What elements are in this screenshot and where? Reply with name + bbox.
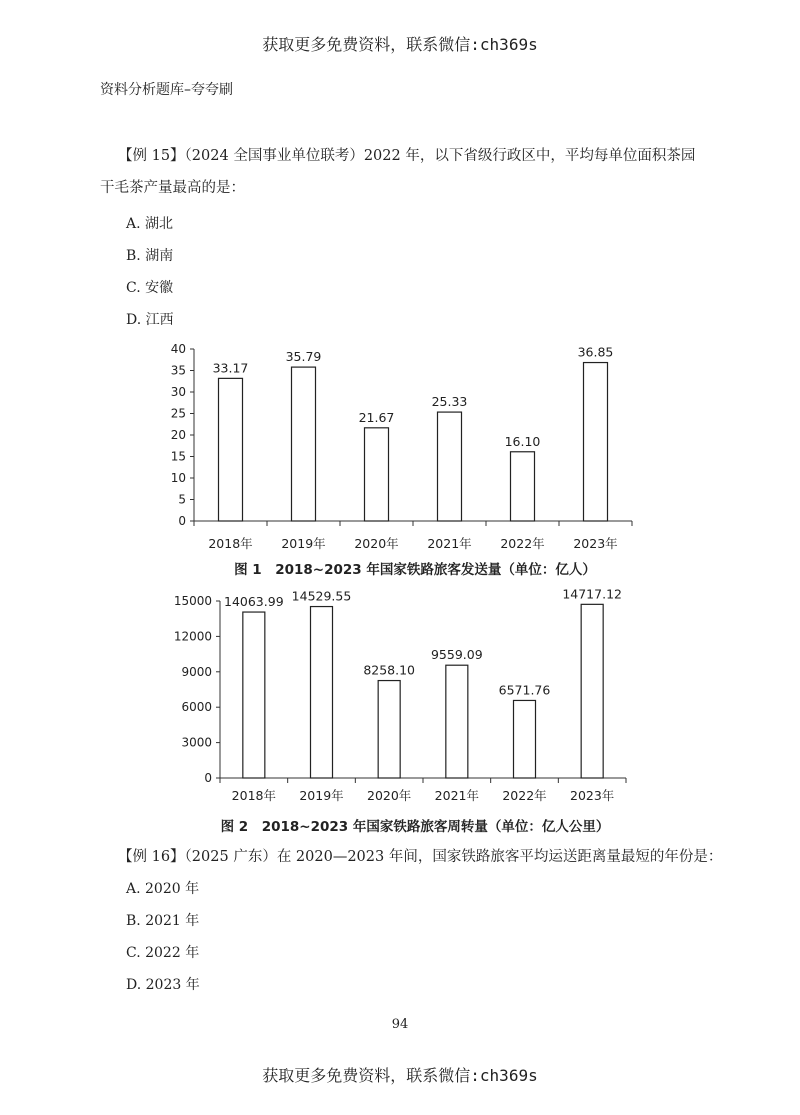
chart2-y-tick-label: 6000	[181, 700, 212, 715]
chart1-data-label: 35.79	[285, 349, 322, 365]
q16-option-c: C. 2022 年	[126, 945, 200, 961]
q16-option-a: A. 2020 年	[126, 881, 200, 897]
question-15-line1: 【例 15】（2024 全国事业单位联考）2022 年，以下省级行政区中，平均每单位面积茶园	[118, 148, 696, 164]
chart1-y-tick-label: 35	[170, 363, 186, 378]
chart1-data-label: 21.67	[358, 409, 395, 425]
chart2-x-tick-label: 2018年	[231, 788, 276, 803]
header-subtitle: 资料分析题库–夸夸刷	[100, 82, 233, 98]
chart2-bar	[243, 612, 265, 778]
chart1-y-tick-label: 25	[170, 406, 186, 421]
chart1-data-label: 36.85	[577, 344, 614, 360]
chart1-y-tick-label: 15	[170, 449, 186, 464]
q15-option-a: A. 湖北	[126, 216, 174, 232]
chart1-bar	[219, 378, 243, 521]
chart2-y-tick-label: 3000	[181, 735, 212, 750]
chart1-x-tick-label: 2022年	[500, 536, 545, 551]
chart2-data-label: 9559.09	[430, 647, 483, 663]
footer-banner: 获取更多免费资料，联系微信:ch369s	[262, 1066, 538, 1085]
chart1-bar	[584, 363, 608, 521]
chart1-data-label: 25.33	[431, 394, 468, 410]
chart1-x-tick-label: 2020年	[354, 536, 399, 551]
chart1-y-tick-label: 0	[178, 514, 186, 528]
chart1-x-tick-label: 2019年	[281, 536, 326, 551]
question-15-line2: 干毛茶产量最高的是：	[100, 180, 245, 196]
chart1-y-tick-label: 5	[178, 492, 186, 507]
chart1-x-tick-label: 2018年	[208, 536, 253, 551]
chart1-data-label: 33.17	[212, 360, 249, 376]
chart2-caption: 图 2 2018~2023 年国家铁路旅客周转量（单位：亿人公里）	[220, 819, 610, 835]
chart1-x-tick-label: 2023年	[573, 536, 618, 551]
chart1-bar	[511, 452, 535, 521]
chart1-y-tick-label: 40	[170, 342, 186, 356]
chart2-x-tick-label: 2020年	[367, 788, 412, 803]
header-banner: 获取更多免费资料，联系微信:ch369s	[262, 35, 538, 54]
chart1-bar	[365, 428, 389, 521]
chart2-data-label: 8258.10	[363, 662, 416, 678]
chart1-data-label: 16.10	[504, 433, 541, 449]
chart2-data-label: 14063.99	[224, 594, 284, 610]
chart2-data-label: 14529.55	[291, 588, 352, 604]
q15-option-d: D. 江西	[126, 312, 174, 328]
chart-passenger-volume	[0, 335, 800, 560]
question-16-line1: 【例 16】（2025 广东）在 2020—2023 年间，国家铁路旅客平均运送距离量最短的年份是：	[118, 849, 723, 865]
chart2-bar	[378, 681, 400, 778]
chart2-x-tick-label: 2021年	[434, 788, 479, 803]
q16-option-b: B. 2021 年	[126, 913, 200, 929]
chart2-y-tick-label: 0	[204, 771, 212, 785]
q15-option-b: B. 湖南	[126, 248, 174, 264]
q15-option-c: C. 安徽	[126, 280, 174, 296]
chart2-y-tick-label: 12000	[173, 629, 212, 644]
chart2-bar	[446, 665, 468, 778]
chart1-x-tick-label: 2021年	[427, 536, 472, 551]
chart1-y-tick-label: 10	[170, 471, 186, 485]
chart2-bar	[581, 604, 603, 778]
chart2-y-tick-label: 9000	[181, 664, 212, 679]
chart2-y-tick-label: 15000	[173, 594, 212, 608]
chart2-x-tick-label: 2023年	[570, 788, 615, 803]
chart2-x-tick-label: 2022年	[502, 788, 547, 803]
page-number: 94	[391, 1017, 409, 1032]
chart1-y-tick-label: 20	[170, 428, 186, 442]
chart2-x-tick-label: 2019年	[299, 788, 344, 803]
chart1-caption: 图 1 2018~2023 年国家铁路旅客发送量（单位：亿人）	[234, 562, 596, 578]
chart1-y-tick-label: 30	[170, 385, 186, 399]
chart-passenger-turnover	[0, 585, 800, 813]
chart1-bar	[438, 412, 462, 521]
chart1-bar	[292, 367, 316, 521]
chart2-data-label: 6571.76	[498, 682, 551, 698]
chart2-bar	[311, 607, 333, 778]
chart2-bar	[514, 700, 536, 778]
chart2-data-label: 14717.12	[562, 586, 622, 602]
q16-option-d: D. 2023 年	[126, 977, 200, 993]
